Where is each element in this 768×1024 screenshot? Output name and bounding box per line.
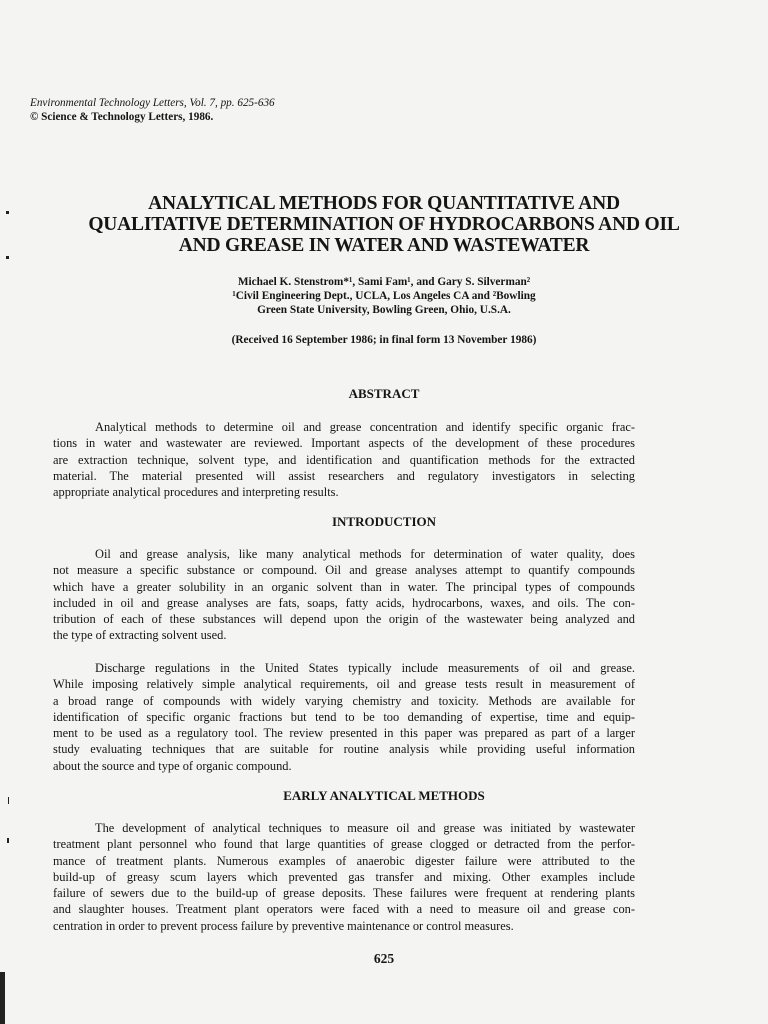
text-line: the type of extracting solvent used. xyxy=(53,628,227,643)
text-line: not measure a specific substance or compound. Oil and grease analyses attempt to quantify compounds xyxy=(53,563,635,578)
text-line: mance of treatment plants. Numerous examples of anaerobic digester failure were attributed to the xyxy=(53,853,635,868)
text-line: treatment plant personnel who found that large quantities of grease clogged or detracted from the perfor- xyxy=(53,837,635,852)
text-line: failure of sewers due to the build-up of grease deposits. These failures were frequent at rendering plants xyxy=(53,886,635,901)
affiliation-line: Green State University, Bowling Green, Ohio, U.S.A. xyxy=(257,304,511,316)
text-line: which have a greater solubility in an organic solvent than in water. The principal types of compounds xyxy=(53,579,635,594)
text-line: a broad range of compounds with widely varying chemistry and toxicity. Methods are available for xyxy=(53,693,635,708)
scan-speck xyxy=(8,797,9,804)
text-line: identification of specific organic fractions but tend to be too demanding of expertise, time and equip- xyxy=(53,709,635,724)
text-line: included in oil and grease analyses are fats, soaps, fatty acids, hydrocarbons, waxes, and oils. The con- xyxy=(53,595,635,610)
scan-speck xyxy=(7,838,9,843)
text-line: The development of analytical techniques to measure oil and grease was initiated by wastewater xyxy=(95,821,635,835)
text-line: appropriate analytical procedures and interpreting results. xyxy=(53,485,339,500)
title-line: ANALYTICAL METHODS FOR QUANTITATIVE AND xyxy=(148,193,620,214)
text-line: centration in order to prevent process failure by preventive maintenance or control measures. xyxy=(53,918,514,933)
abstract-heading: ABSTRACT xyxy=(348,386,420,401)
scan-edge-shadow xyxy=(0,972,5,1024)
text-line: and slaughter houses. Treatment plant operators were faced with a need to measure oil and grease con- xyxy=(53,902,635,917)
early-methods-paragraph xyxy=(53,820,635,934)
affiliation-line: ¹Civil Engineering Dept., UCLA, Los Angeles CA and ²Bowling xyxy=(232,290,536,302)
title-line: AND GREASE IN WATER AND WASTEWATER xyxy=(178,235,590,256)
text-line: Analytical methods to determine oil and grease concentration and identify specific organic frac- xyxy=(95,420,635,434)
text-line: are extraction technique, solvent type, and identification and quantification methods for the extracted xyxy=(53,452,635,467)
text-line: study evaluating techniques that are suitable for routine analysis while providing useful information xyxy=(53,742,635,757)
copyright-line: © Science & Technology Letters, 1986. xyxy=(30,111,214,123)
author-block xyxy=(0,275,768,317)
text-line: tribution of each of these substances will depend upon the origin of the wastewater being analyzed and xyxy=(53,612,635,627)
scan-speck xyxy=(6,211,9,214)
paper-title xyxy=(36,193,732,256)
text-line: Oil and grease analysis, like many analytical methods for determination of water quality, does xyxy=(95,547,635,561)
author-names: Michael K. Stenstrom*¹, Sami Fam¹, and Gary S. Silverman² xyxy=(237,276,531,288)
introduction-paragraph xyxy=(53,546,635,644)
text-line: ment to be used as a regulatory tool. The review presented in this paper was prepared as part of a larger xyxy=(53,726,635,741)
text-line: Discharge regulations in the United States typically include measurements of oil and grease. xyxy=(95,661,635,675)
text-line: about the source and type of organic compound. xyxy=(53,758,292,773)
received-dates: (Received 16 September 1986; in final form 13 November 1986) xyxy=(231,334,537,346)
introduction-heading: INTRODUCTION xyxy=(331,514,436,529)
journal-citation: Environmental Technology Letters, Vol. 7, pp. 625-636 xyxy=(30,97,275,109)
abstract-paragraph xyxy=(53,419,635,500)
introduction-paragraph xyxy=(53,660,635,774)
journal-header xyxy=(30,96,275,124)
page-number: 625 xyxy=(373,951,395,966)
scan-speck xyxy=(6,256,9,259)
text-line: build-up of greasy scum layers which prevented gas transfer and mixing. Other examples include xyxy=(53,869,635,884)
early-methods-heading: EARLY ANALYTICAL METHODS xyxy=(283,788,485,803)
text-line: material. The material presented will assist researchers and regulatory investigators in selecting xyxy=(53,468,635,483)
text-line: While imposing relatively simple analytical requirements, oil and grease tests result in measurement of xyxy=(53,677,635,692)
text-line: tions in water and wastewater are reviewed. Important aspects of the development of these procedures xyxy=(53,436,635,451)
title-line: QUALITATIVE DETERMINATION OF HYDROCARBONS AND OIL xyxy=(88,214,680,235)
